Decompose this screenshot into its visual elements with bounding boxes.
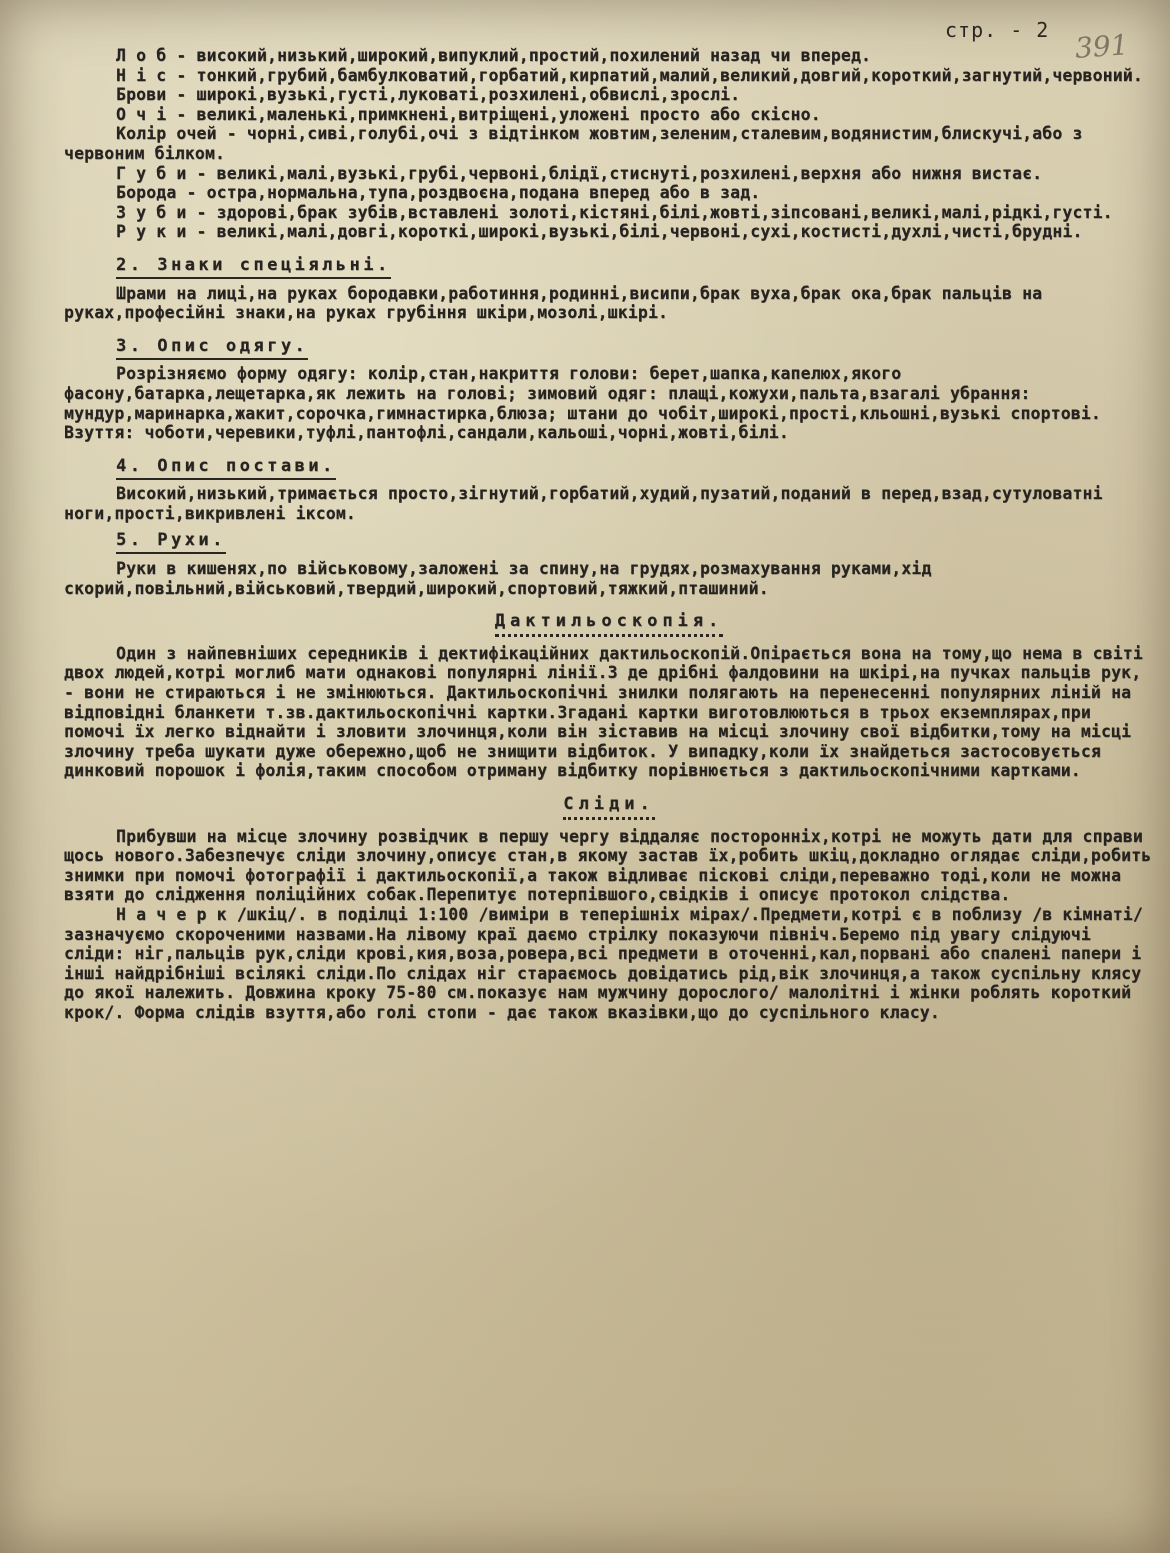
hands-description: Р у к и - великі,малі,довгі,короткі,широкі,вузькі,білі,червоні,сухі,костисті,духлі,чисті,брудні. <box>116 222 1083 242</box>
posture-text: Високий,низький,тримається просто,зігнутий,горбатий,худий,пузатий,поданий в перед,взад,сутуловатні ноги,прості,викривлені іксом. <box>64 484 1103 523</box>
movements-heading <box>116 531 1154 551</box>
posture-title: 4. Опис постави. <box>116 456 336 480</box>
teeth-description: З у б и - здорові,брак зубів,вставлені золоті,кістяні,білі,жовті,зіпсовані,великі,малі,рідкі,густі. <box>116 202 1113 222</box>
special-marks-text: Шрами на лиці,на руках бородавки,работиння,родинні,висипи,брак вуха,брак ока,брак пальців на руках,професійні знаки,на руках грубіння шкіри,мозолі,шкірі. <box>64 283 1043 323</box>
traces-heading <box>64 795 1154 815</box>
clothing-title: 3. Опис одягу. <box>116 336 308 360</box>
clothing-text: Розрізняємо форму одягу: колір,стан,накриття голови: берет,шапка,капелюх,якого фасону,батарка,лещетарка,як лежить на голові; зимовий одяг: плащі,кожухи,пальта,взагалі убрання: мундур,маринарка,жакит,сорочка,гимнастирка,блюза; штани до чобіт,широкі,прості,кльошні,вузькі спортові. Взуття: чоботи,черевики,туфлі,пантофлі,сандали,кальоші,чорні,жовті,білі. <box>64 364 1102 443</box>
chin-description: Борода - остра,нормальна,тупа,роздвоєна,подана вперед або в зад. <box>116 183 761 203</box>
archive-handwritten-mark: 391 <box>1073 28 1130 65</box>
nose-description: Н і с - тонкий,грубий,бамбулковатий,горбатий,кирпатий,малий,великий,довгий,короткий,загнутий,червоний. <box>116 65 1143 85</box>
page-number: стр. - 2 <box>945 18 1050 42</box>
movements-text: Руки в кишенях,по військовому,заложені за спину,на грудях,розмахування руками,хід скорий,повільний,військовий,твердий,широкий,спортовий,тяжкий,пташиний. <box>64 559 932 598</box>
special-marks-heading <box>116 256 1154 276</box>
posture-heading <box>116 457 1154 477</box>
dactyloscopy-heading <box>64 612 1154 632</box>
dactyloscopy-text: Один з найпевніших середників і дектифікаційних дактильоскопій.Опірається вона на тому,що нема в світі двох людей,котрі моглиб мати однакові популярні лінії.З де дрібні фалдовини на шкірі,на пучках пальців рук, - вони не стираються і не змінюються. Дактильоскопічні знилки полягають на перенесенні популярних ліній на відповідні бланкети т.зв.дактильоскопічні картки.Згадані картки виготовлюються в трьох екземплярах,при помочі їх легко віднайти і зловити злочинця,коли він зіставив на місці злочину свої відбитки,тому на місці злочину треба шукати дуже обережно,щоб не знищити відбиток. У випадку,коли їх знайдеться застосовується динковий порошок і фолія,таким способом отриману відбитку порівнюється з дактильоскопічними картками. <box>64 643 1143 781</box>
sketch-text: Н а ч е р к /шкіц/. в поділці 1:100 /виміри в теперішніх мірах/.Предмети,котрі є в поблизу /в кімнаті/ зазначуємо скороченими назвами.На лівому краї даємо стрілку показуючи північ.Беремо під увагу слідуючі сліди: ніг,пальців рук,сліди крові,кия,воза,ровера,всі предмети в оточенні,кал,порвані або спалені папери і інші найдрібніші всілякі сліди.По слідах ніг стараємось довідатись рід,вік злочинця,а також суспільну клясу до якої належить. Довжина кроку 75-80 см.показує нам мужчину дорослого/ малолітні і жінки роблять короткий крок/. Форма слідів взуття,або голі стопи - дає також вказівки,що до суспільного класу. <box>64 904 1143 1022</box>
special-marks-title: 2. Знаки спеціяльні. <box>116 255 391 279</box>
movements-title: 5. Рухи. <box>116 530 226 554</box>
eyebrows-description: Брови - широкі,вузькі,густі,луковаті,розхилені,обвислі,зрослі. <box>116 85 741 105</box>
forehead-description: Л о б - високий,низький,широкий,випуклий,простий,похилений назад чи вперед. <box>116 46 872 65</box>
eyes-description: О ч і - великі,маленькі,примкнені,витріщені,уложені просто або скісно. <box>116 104 821 124</box>
traces-text: Прибувши на місце злочину розвідчик в першу чергу віддаляє посторонніх,котрі не можуть дати для справи щось нового.Забезпечує сліди злочину,описує стан,в якому застав їх,робить шкіц,докладно оглядає сліди,робить знимки при помочі фотографії і дактильоскопії,а також відливає піскові сліди,переважно тоді,коли не можна взяти до слідження поліційних собак.Перепитує потерпівшого,свідків і описує протокол слідства. <box>64 826 1152 905</box>
eye-color-description: Колір очей - чорні,сиві,голубі,очі з відтінком жовтим,зеленим,сталевим,водянистим,блискучі,або з червоним білком. <box>64 124 1083 163</box>
dactyloscopy-title: Дактильоскопія. <box>495 611 724 637</box>
lips-description: Г у б и - великі,малі,вузькі,грубі,червоні,блідї,стиснуті,розхилені,верхня або нижня вистає. <box>116 163 1043 183</box>
clothing-heading <box>116 337 1154 357</box>
traces-title: Сліди. <box>563 794 654 820</box>
document-body <box>64 46 1154 1023</box>
